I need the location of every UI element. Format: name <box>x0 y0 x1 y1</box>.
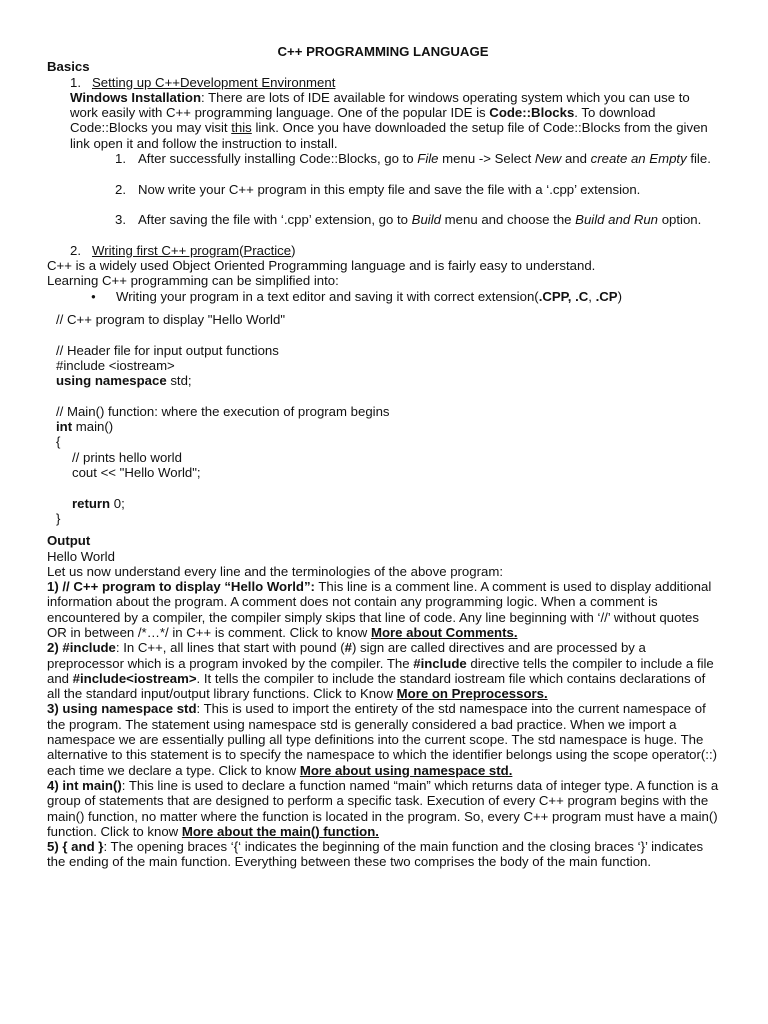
install-step <box>115 212 719 227</box>
code-line: using namespace std; <box>56 373 192 389</box>
document-page <box>47 44 719 870</box>
practice-link[interactable]: Practice <box>243 242 292 258</box>
paragraph-text: : There are lots of IDE available for windows operating system which you can use to work easily with C++ programming language. One of the popular IDE is <box>70 89 690 121</box>
output-value: Hello World <box>47 548 115 564</box>
code-line: #include <iostream> <box>56 357 175 373</box>
code-line: } <box>56 510 61 526</box>
step-number: 1. <box>115 151 126 167</box>
output-heading: Output <box>47 533 91 549</box>
section2-intro: C++ is a widely used Object Oriented Programming language and is fairly easy to understand. <box>47 258 596 274</box>
code-line: // Main() function: where the execution of program begins <box>56 403 390 419</box>
step-number: 2. <box>115 181 126 197</box>
section2-number: 2. <box>70 242 81 258</box>
bullet-dot-icon: ● <box>91 291 96 301</box>
bullet-text: Writing your program in a text editor and saving it with correct extension(.CPP, .C, .CP) <box>116 288 622 304</box>
explanation-4: 4) int main(): This line is used to declare a function named “main” which returns data of integer type. A function is a group of statements that are designed to perform a specific task. Execution of every C++ program begins with the main() function, no matter where the function is located in the program. So, every C++ program must have a main() function. Click to know More about the main() function. <box>47 777 719 839</box>
ide-name: Code::Blocks <box>489 105 575 121</box>
comments-link[interactable]: More about Comments. <box>370 624 518 640</box>
code-line: // Header file for input output functions <box>56 342 279 358</box>
section1-number: 1. <box>70 74 81 90</box>
explanation-2: 2) #include: In C++, all lines that start with pound (#) sign are called directives and are processed by a preprocessor which is a program invoked by the compiler. The #include directive tells the compiler to include a file and #include<iostream>. It tells the compiler to include the standard iostream file which contains declarations of all the standard input/output library functions. Click to Know More on Preprocessors. <box>47 640 714 702</box>
download-link[interactable]: this <box>231 120 252 136</box>
step-text: After saving the file with ‘.cpp’ extension, go to Build menu and choose the Build and Run option. <box>138 212 702 228</box>
windows-installation-label: Windows Installation <box>70 89 202 105</box>
explanation-3: 3) using namespace std: This is used to import the entirety of the std namespace into the current namespace of the program. The statement using namespace std is generally considered a bad practice. When we import a namespace we are essentially pulling all type definitions into the current scope. The std namespace is huge. The alternative to this statement is to specify the namespace to which the identifier belongs using the scope operator(::) each time we declare a type. Click to know More about using namespace std. <box>47 701 717 778</box>
windows-installation-paragraph <box>47 90 719 151</box>
namespace-link[interactable]: More about using namespace std. <box>299 762 513 778</box>
document-title: C++ PROGRAMMING LANGUAGE <box>277 44 489 59</box>
preprocessors-link[interactable]: More on Preprocessors. <box>396 686 548 702</box>
bullet-item <box>47 289 719 304</box>
section2-heading: Writing first C++ program <box>92 242 240 258</box>
code-line: int main() <box>56 419 114 435</box>
code-line: // prints hello world <box>72 449 182 465</box>
step-text: After successfully installing Code::Blocks, go to File menu -> Select New and create an Empty file. <box>138 151 711 167</box>
paragraph-text: . To download Code::Blocks you may visit <box>70 105 656 136</box>
output-intro: Let us now understand every line and the terminologies of the above program: <box>47 563 503 579</box>
main-function-link[interactable]: More about the main() function. <box>181 823 379 839</box>
explanation-1: 1) // C++ program to display “Hello World”: This line is a comment line. A comment is used to display additional information about the program. A comment does not contain any programming logic. When a comment is encountered by a compiler, the compiler simply skips that line of code. Any line beginning with ‘//’ without quotes OR in between /*…*/ in C++ is comment. Click to know More about Comments. <box>47 579 712 640</box>
install-step <box>115 182 719 197</box>
code-line: { <box>56 434 61 450</box>
step-text: Now write your C++ program in this empty file and save the file with a ‘.cpp’ extension. <box>138 181 641 197</box>
section2-heading-row <box>47 243 719 258</box>
install-step <box>115 151 719 166</box>
section1-heading: Setting up C++Development Environment <box>92 74 336 90</box>
paragraph-text: link. Once you have downloaded the setup file of Code::Blocks from the given link open it and follow the instruction to install. <box>70 120 708 151</box>
install-steps-list <box>47 151 719 227</box>
code-line: // C++ program to display "Hello World" <box>56 312 286 328</box>
section2-heading-wrap: Writing first C++ program(Practice) <box>92 242 296 258</box>
step-number: 3. <box>115 212 126 228</box>
explanation-5: 5) { and }: The opening braces ‘{‘ indicates the beginning of the main function and the closing braces ‘}’ indicates the ending of the main function. Everything between these two comprises the body of the main function. <box>47 839 704 870</box>
code-block <box>47 312 719 526</box>
basics-heading: Basics <box>47 59 90 75</box>
section1-heading-row <box>47 75 719 90</box>
code-line: return 0; <box>72 495 125 511</box>
code-line: cout << "Hello World"; <box>72 465 201 481</box>
section2-intro-2: Learning C++ programming can be simplified into: <box>47 273 339 289</box>
